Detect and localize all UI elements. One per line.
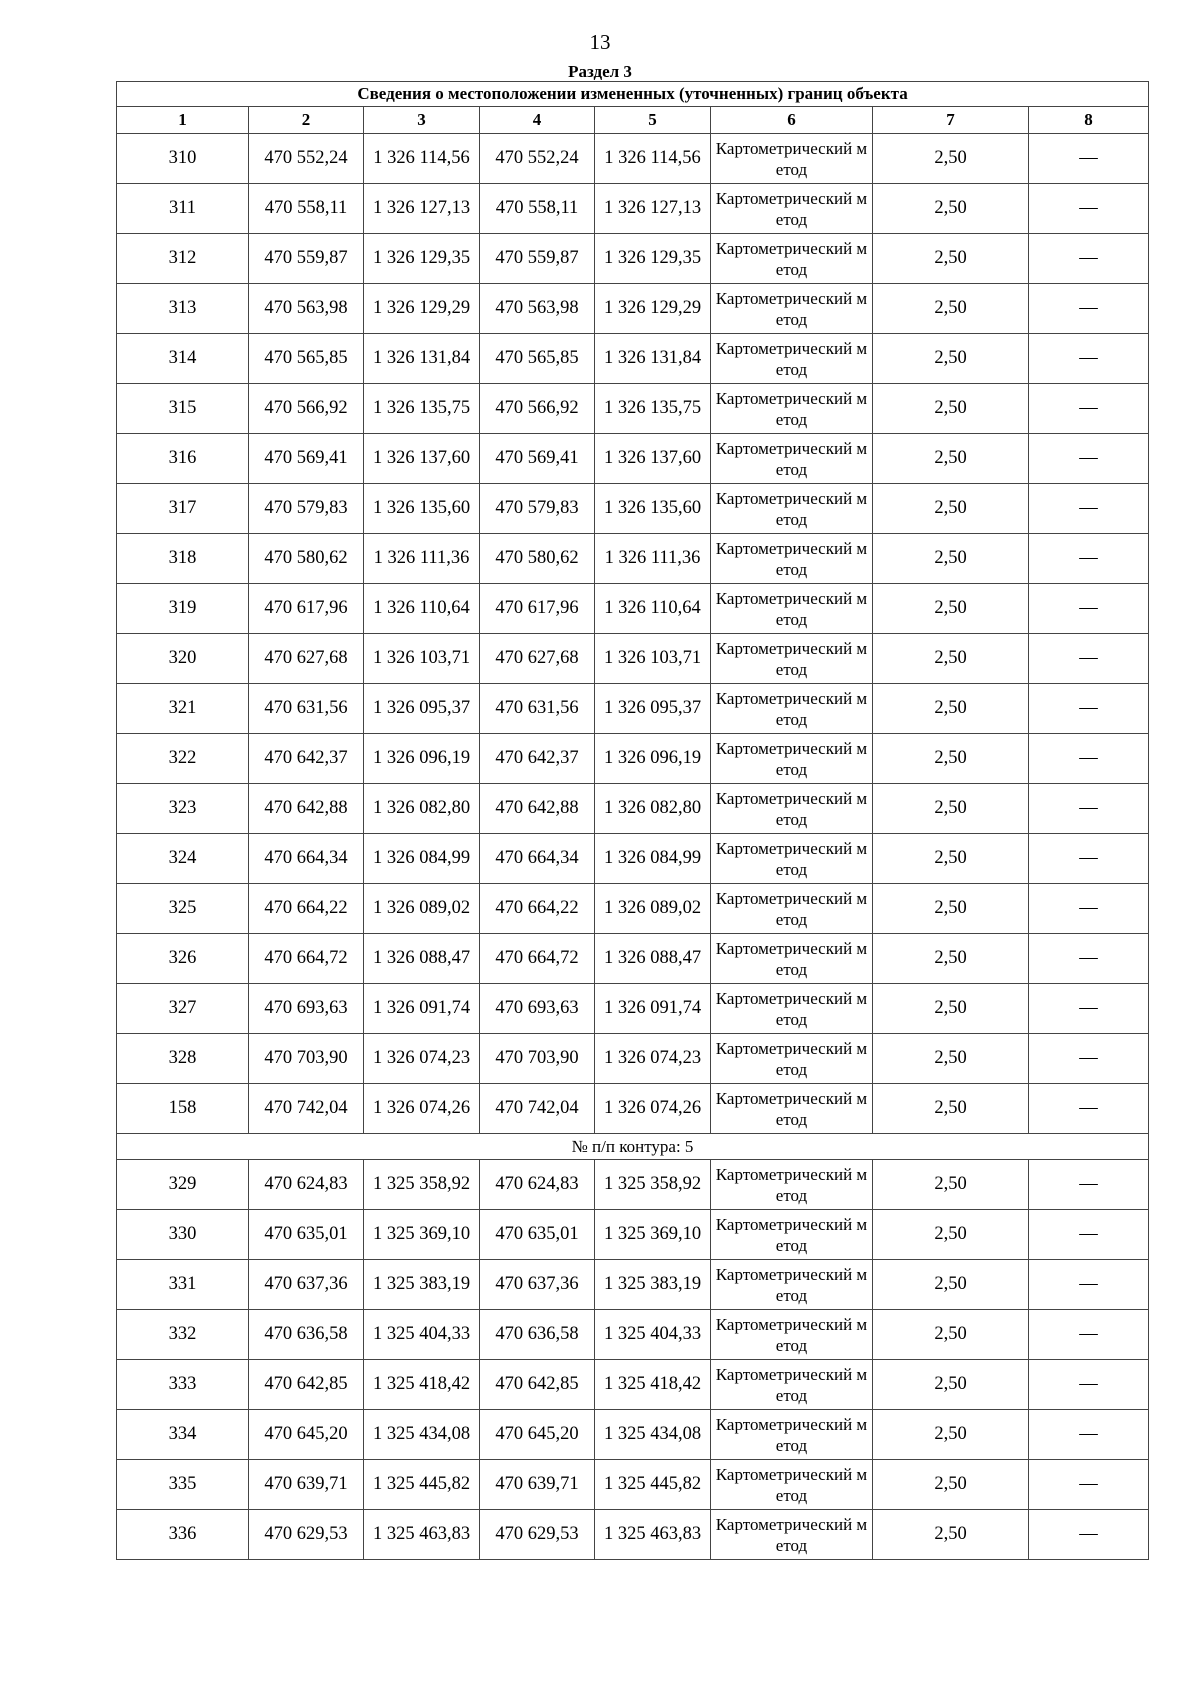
method-cell: Картометрический метод <box>711 384 873 434</box>
accuracy-cell: 2,50 <box>873 1210 1029 1260</box>
note-cell: — <box>1029 1360 1149 1410</box>
y-existing-cell: 1 325 463,83 <box>364 1510 480 1560</box>
point-number-cell: 323 <box>117 784 249 834</box>
method-cell: Картометрический метод <box>711 784 873 834</box>
table-row <box>117 634 1149 684</box>
y-existing-cell: 1 326 135,60 <box>364 484 480 534</box>
contour-label: № п/п контура: 5 <box>117 1134 1149 1160</box>
table-row <box>117 734 1149 784</box>
y-new-cell: 1 325 418,42 <box>595 1360 711 1410</box>
accuracy-cell: 2,50 <box>873 1034 1029 1084</box>
accuracy-cell: 2,50 <box>873 634 1029 684</box>
y-new-cell: 1 326 131,84 <box>595 334 711 384</box>
column-number: 5 <box>595 107 711 134</box>
y-existing-cell: 1 326 074,26 <box>364 1084 480 1134</box>
table-row <box>117 1210 1149 1260</box>
accuracy-cell: 2,50 <box>873 1360 1029 1410</box>
x-existing-cell: 470 558,11 <box>249 184 364 234</box>
point-number-cell: 334 <box>117 1410 249 1460</box>
point-number-cell: 322 <box>117 734 249 784</box>
column-number: 8 <box>1029 107 1149 134</box>
x-existing-cell: 470 642,88 <box>249 784 364 834</box>
accuracy-cell: 2,50 <box>873 1310 1029 1360</box>
point-number-cell: 311 <box>117 184 249 234</box>
x-new-cell: 470 642,37 <box>480 734 595 784</box>
table-row <box>117 1034 1149 1084</box>
x-new-cell: 470 563,98 <box>480 284 595 334</box>
table-row <box>117 934 1149 984</box>
table-row <box>117 884 1149 934</box>
y-existing-cell: 1 325 418,42 <box>364 1360 480 1410</box>
accuracy-cell: 2,50 <box>873 884 1029 934</box>
table-row <box>117 384 1149 434</box>
point-number-cell: 325 <box>117 884 249 934</box>
y-new-cell: 1 326 135,60 <box>595 484 711 534</box>
y-new-cell: 1 326 103,71 <box>595 634 711 684</box>
y-existing-cell: 1 326 114,56 <box>364 134 480 184</box>
y-new-cell: 1 326 095,37 <box>595 684 711 734</box>
table-row <box>117 1460 1149 1510</box>
point-number-cell: 330 <box>117 1210 249 1260</box>
note-cell: — <box>1029 334 1149 384</box>
y-new-cell: 1 325 445,82 <box>595 1460 711 1510</box>
y-new-cell: 1 326 088,47 <box>595 934 711 984</box>
point-number-cell: 328 <box>117 1034 249 1084</box>
accuracy-cell: 2,50 <box>873 334 1029 384</box>
table-row <box>117 184 1149 234</box>
x-existing-cell: 470 629,53 <box>249 1510 364 1560</box>
accuracy-cell: 2,50 <box>873 1084 1029 1134</box>
x-existing-cell: 470 742,04 <box>249 1084 364 1134</box>
x-new-cell: 470 579,83 <box>480 484 595 534</box>
table-body-group-1 <box>117 134 1149 1134</box>
boundary-coordinates-table <box>116 81 1149 1560</box>
table-row <box>117 984 1149 1034</box>
note-cell: — <box>1029 584 1149 634</box>
note-cell: — <box>1029 834 1149 884</box>
y-existing-cell: 1 326 137,60 <box>364 434 480 484</box>
x-existing-cell: 470 642,85 <box>249 1360 364 1410</box>
x-new-cell: 470 703,90 <box>480 1034 595 1084</box>
y-existing-cell: 1 325 434,08 <box>364 1410 480 1460</box>
point-number-cell: 329 <box>117 1160 249 1210</box>
method-cell: Картометрический метод <box>711 1210 873 1260</box>
x-existing-cell: 470 635,01 <box>249 1210 364 1260</box>
x-new-cell: 470 617,96 <box>480 584 595 634</box>
method-cell: Картометрический метод <box>711 1310 873 1360</box>
y-existing-cell: 1 326 135,75 <box>364 384 480 434</box>
table-row <box>117 484 1149 534</box>
x-new-cell: 470 664,34 <box>480 834 595 884</box>
point-number-cell: 158 <box>117 1084 249 1134</box>
accuracy-cell: 2,50 <box>873 134 1029 184</box>
x-new-cell: 470 664,22 <box>480 884 595 934</box>
y-new-cell: 1 326 074,23 <box>595 1034 711 1084</box>
table-row <box>117 784 1149 834</box>
note-cell: — <box>1029 234 1149 284</box>
point-number-cell: 313 <box>117 284 249 334</box>
x-new-cell: 470 642,88 <box>480 784 595 834</box>
contour-row <box>117 1134 1149 1160</box>
y-existing-cell: 1 326 074,23 <box>364 1034 480 1084</box>
accuracy-cell: 2,50 <box>873 384 1029 434</box>
y-new-cell: 1 326 111,36 <box>595 534 711 584</box>
x-new-cell: 470 642,85 <box>480 1360 595 1410</box>
table-row <box>117 534 1149 584</box>
method-cell: Картометрический метод <box>711 234 873 284</box>
point-number-cell: 318 <box>117 534 249 584</box>
table-row <box>117 1510 1149 1560</box>
table-row <box>117 134 1149 184</box>
table-row <box>117 434 1149 484</box>
table-row <box>117 1160 1149 1210</box>
x-new-cell: 470 742,04 <box>480 1084 595 1134</box>
x-existing-cell: 470 580,62 <box>249 534 364 584</box>
point-number-cell: 317 <box>117 484 249 534</box>
column-number: 1 <box>117 107 249 134</box>
accuracy-cell: 2,50 <box>873 434 1029 484</box>
method-cell: Картометрический метод <box>711 1510 873 1560</box>
accuracy-cell: 2,50 <box>873 834 1029 884</box>
accuracy-cell: 2,50 <box>873 784 1029 834</box>
x-existing-cell: 470 559,87 <box>249 234 364 284</box>
x-existing-cell: 470 664,72 <box>249 934 364 984</box>
method-cell: Картометрический метод <box>711 734 873 784</box>
accuracy-cell: 2,50 <box>873 284 1029 334</box>
method-cell: Картометрический метод <box>711 1034 873 1084</box>
accuracy-cell: 2,50 <box>873 1410 1029 1460</box>
table-title: Сведения о местоположении измененных (уточненных) границ объекта <box>117 82 1149 107</box>
y-new-cell: 1 326 127,13 <box>595 184 711 234</box>
y-new-cell: 1 325 358,92 <box>595 1160 711 1210</box>
y-existing-cell: 1 326 129,29 <box>364 284 480 334</box>
method-cell: Картометрический метод <box>711 584 873 634</box>
x-new-cell: 470 624,83 <box>480 1160 595 1210</box>
x-existing-cell: 470 703,90 <box>249 1034 364 1084</box>
note-cell: — <box>1029 734 1149 784</box>
table-row <box>117 1310 1149 1360</box>
x-existing-cell: 470 627,68 <box>249 634 364 684</box>
y-new-cell: 1 326 135,75 <box>595 384 711 434</box>
point-number-cell: 333 <box>117 1360 249 1410</box>
x-existing-cell: 470 642,37 <box>249 734 364 784</box>
note-cell: — <box>1029 384 1149 434</box>
y-new-cell: 1 326 089,02 <box>595 884 711 934</box>
accuracy-cell: 2,50 <box>873 1460 1029 1510</box>
y-existing-cell: 1 325 383,19 <box>364 1260 480 1310</box>
x-new-cell: 470 559,87 <box>480 234 595 284</box>
method-cell: Картометрический метод <box>711 284 873 334</box>
y-existing-cell: 1 326 082,80 <box>364 784 480 834</box>
y-new-cell: 1 326 074,26 <box>595 1084 711 1134</box>
method-cell: Картометрический метод <box>711 834 873 884</box>
accuracy-cell: 2,50 <box>873 1510 1029 1560</box>
x-existing-cell: 470 637,36 <box>249 1260 364 1310</box>
y-existing-cell: 1 326 088,47 <box>364 934 480 984</box>
method-cell: Картометрический метод <box>711 1360 873 1410</box>
note-cell: — <box>1029 1034 1149 1084</box>
note-cell: — <box>1029 1210 1149 1260</box>
section-title: Раздел 3 <box>568 62 632 81</box>
x-existing-cell: 470 624,83 <box>249 1160 364 1210</box>
note-cell: — <box>1029 984 1149 1034</box>
point-number-cell: 320 <box>117 634 249 684</box>
point-number-cell: 314 <box>117 334 249 384</box>
method-cell: Картометрический метод <box>711 634 873 684</box>
point-number-cell: 335 <box>117 1460 249 1510</box>
note-cell: — <box>1029 134 1149 184</box>
method-cell: Картометрический метод <box>711 1460 873 1510</box>
x-new-cell: 470 552,24 <box>480 134 595 184</box>
y-existing-cell: 1 326 129,35 <box>364 234 480 284</box>
method-cell: Картометрический метод <box>711 1084 873 1134</box>
x-new-cell: 470 565,85 <box>480 334 595 384</box>
point-number-cell: 332 <box>117 1310 249 1360</box>
accuracy-cell: 2,50 <box>873 234 1029 284</box>
x-new-cell: 470 636,58 <box>480 1310 595 1360</box>
note-cell: — <box>1029 884 1149 934</box>
x-new-cell: 470 639,71 <box>480 1460 595 1510</box>
accuracy-cell: 2,50 <box>873 484 1029 534</box>
note-cell: — <box>1029 484 1149 534</box>
point-number-cell: 327 <box>117 984 249 1034</box>
y-new-cell: 1 326 091,74 <box>595 984 711 1034</box>
x-existing-cell: 470 693,63 <box>249 984 364 1034</box>
y-existing-cell: 1 326 103,71 <box>364 634 480 684</box>
note-cell: — <box>1029 1460 1149 1510</box>
y-existing-cell: 1 325 404,33 <box>364 1310 480 1360</box>
x-existing-cell: 470 579,83 <box>249 484 364 534</box>
table-row <box>117 834 1149 884</box>
column-number: 7 <box>873 107 1029 134</box>
accuracy-cell: 2,50 <box>873 534 1029 584</box>
note-cell: — <box>1029 934 1149 984</box>
y-new-cell: 1 326 096,19 <box>595 734 711 784</box>
x-existing-cell: 470 631,56 <box>249 684 364 734</box>
table-row <box>117 234 1149 284</box>
accuracy-cell: 2,50 <box>873 584 1029 634</box>
x-new-cell: 470 631,56 <box>480 684 595 734</box>
x-new-cell: 470 627,68 <box>480 634 595 684</box>
y-existing-cell: 1 326 095,37 <box>364 684 480 734</box>
accuracy-cell: 2,50 <box>873 1260 1029 1310</box>
y-new-cell: 1 326 129,35 <box>595 234 711 284</box>
note-cell: — <box>1029 684 1149 734</box>
table-row <box>117 334 1149 384</box>
y-new-cell: 1 325 369,10 <box>595 1210 711 1260</box>
y-existing-cell: 1 326 096,19 <box>364 734 480 784</box>
method-cell: Картометрический метод <box>711 484 873 534</box>
x-new-cell: 470 693,63 <box>480 984 595 1034</box>
x-existing-cell: 470 639,71 <box>249 1460 364 1510</box>
table-row <box>117 1260 1149 1310</box>
point-number-cell: 315 <box>117 384 249 434</box>
y-new-cell: 1 326 084,99 <box>595 834 711 884</box>
x-existing-cell: 470 563,98 <box>249 284 364 334</box>
note-cell: — <box>1029 1260 1149 1310</box>
page-number: 13 <box>589 30 611 54</box>
table-row <box>117 584 1149 634</box>
x-existing-cell: 470 552,24 <box>249 134 364 184</box>
y-existing-cell: 1 326 110,64 <box>364 584 480 634</box>
y-existing-cell: 1 326 084,99 <box>364 834 480 884</box>
x-new-cell: 470 558,11 <box>480 184 595 234</box>
method-cell: Картометрический метод <box>711 334 873 384</box>
y-existing-cell: 1 326 111,36 <box>364 534 480 584</box>
x-existing-cell: 470 664,22 <box>249 884 364 934</box>
table-row <box>117 1084 1149 1134</box>
y-new-cell: 1 326 137,60 <box>595 434 711 484</box>
method-cell: Картометрический метод <box>711 434 873 484</box>
accuracy-cell: 2,50 <box>873 684 1029 734</box>
accuracy-cell: 2,50 <box>873 934 1029 984</box>
table-row <box>117 684 1149 734</box>
y-new-cell: 1 325 404,33 <box>595 1310 711 1360</box>
method-cell: Картометрический метод <box>711 534 873 584</box>
note-cell: — <box>1029 184 1149 234</box>
table-row <box>117 284 1149 334</box>
column-number: 2 <box>249 107 364 134</box>
accuracy-cell: 2,50 <box>873 184 1029 234</box>
y-new-cell: 1 325 434,08 <box>595 1410 711 1460</box>
x-new-cell: 470 629,53 <box>480 1510 595 1560</box>
y-existing-cell: 1 326 131,84 <box>364 334 480 384</box>
column-number: 6 <box>711 107 873 134</box>
x-existing-cell: 470 565,85 <box>249 334 364 384</box>
y-new-cell: 1 326 129,29 <box>595 284 711 334</box>
y-new-cell: 1 326 110,64 <box>595 584 711 634</box>
table-body-group-2 <box>117 1160 1149 1560</box>
x-new-cell: 470 664,72 <box>480 934 595 984</box>
y-new-cell: 1 325 383,19 <box>595 1260 711 1310</box>
method-cell: Картометрический метод <box>711 934 873 984</box>
y-new-cell: 1 325 463,83 <box>595 1510 711 1560</box>
column-number-row <box>117 107 1149 134</box>
point-number-cell: 310 <box>117 134 249 184</box>
x-existing-cell: 470 569,41 <box>249 434 364 484</box>
point-number-cell: 312 <box>117 234 249 284</box>
accuracy-cell: 2,50 <box>873 1160 1029 1210</box>
method-cell: Картометрический метод <box>711 984 873 1034</box>
y-existing-cell: 1 326 127,13 <box>364 184 480 234</box>
y-existing-cell: 1 325 369,10 <box>364 1210 480 1260</box>
note-cell: — <box>1029 1310 1149 1360</box>
y-new-cell: 1 326 114,56 <box>595 134 711 184</box>
note-cell: — <box>1029 1084 1149 1134</box>
note-cell: — <box>1029 1410 1149 1460</box>
note-cell: — <box>1029 434 1149 484</box>
note-cell: — <box>1029 534 1149 584</box>
method-cell: Картометрический метод <box>711 884 873 934</box>
note-cell: — <box>1029 634 1149 684</box>
point-number-cell: 331 <box>117 1260 249 1310</box>
column-number: 3 <box>364 107 480 134</box>
method-cell: Картометрический метод <box>711 1160 873 1210</box>
x-new-cell: 470 566,92 <box>480 384 595 434</box>
y-existing-cell: 1 325 445,82 <box>364 1460 480 1510</box>
x-new-cell: 470 637,36 <box>480 1260 595 1310</box>
point-number-cell: 319 <box>117 584 249 634</box>
table-row <box>117 1410 1149 1460</box>
x-new-cell: 470 635,01 <box>480 1210 595 1260</box>
method-cell: Картометрический метод <box>711 684 873 734</box>
y-existing-cell: 1 325 358,92 <box>364 1160 480 1210</box>
point-number-cell: 336 <box>117 1510 249 1560</box>
x-new-cell: 470 645,20 <box>480 1410 595 1460</box>
point-number-cell: 324 <box>117 834 249 884</box>
table-row <box>117 1360 1149 1410</box>
x-existing-cell: 470 664,34 <box>249 834 364 884</box>
method-cell: Картометрический метод <box>711 1410 873 1460</box>
x-existing-cell: 470 566,92 <box>249 384 364 434</box>
accuracy-cell: 2,50 <box>873 984 1029 1034</box>
contour-separator <box>117 1134 1149 1160</box>
x-new-cell: 470 580,62 <box>480 534 595 584</box>
column-number: 4 <box>480 107 595 134</box>
note-cell: — <box>1029 284 1149 334</box>
note-cell: — <box>1029 1510 1149 1560</box>
point-number-cell: 321 <box>117 684 249 734</box>
table-title-row <box>117 82 1149 107</box>
note-cell: — <box>1029 784 1149 834</box>
y-new-cell: 1 326 082,80 <box>595 784 711 834</box>
method-cell: Картометрический метод <box>711 1260 873 1310</box>
accuracy-cell: 2,50 <box>873 734 1029 784</box>
x-existing-cell: 470 617,96 <box>249 584 364 634</box>
x-existing-cell: 470 636,58 <box>249 1310 364 1360</box>
method-cell: Картометрический метод <box>711 134 873 184</box>
point-number-cell: 316 <box>117 434 249 484</box>
point-number-cell: 326 <box>117 934 249 984</box>
x-existing-cell: 470 645,20 <box>249 1410 364 1460</box>
method-cell: Картометрический метод <box>711 184 873 234</box>
y-existing-cell: 1 326 091,74 <box>364 984 480 1034</box>
x-new-cell: 470 569,41 <box>480 434 595 484</box>
note-cell: — <box>1029 1160 1149 1210</box>
y-existing-cell: 1 326 089,02 <box>364 884 480 934</box>
